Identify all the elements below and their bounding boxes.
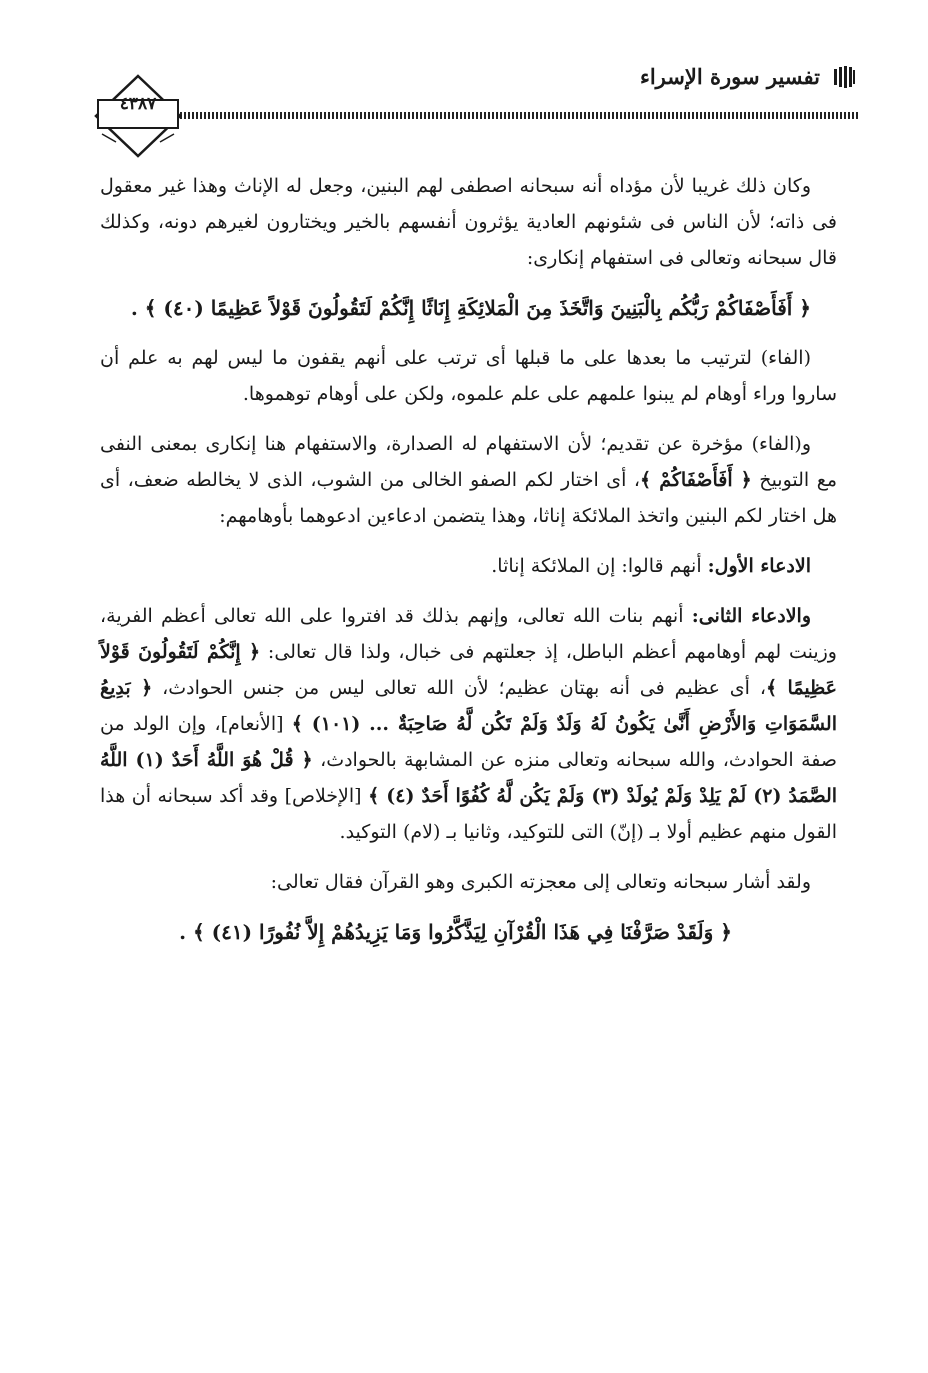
first-claim-text: أنهم قالوا: إن الملائكة إناثا.	[491, 555, 708, 577]
paragraph-6-quote-a: ﴿ إِنَّكُمْ لَتَقُولُونَ قَوْلاً عَظِيمًا ﴾	[100, 641, 837, 699]
paragraph-4-text-a: و(الفاء) مؤخرة عن تقديم؛ لأن الاستفهام له الصدارة، والاستفهام هنا إنكارى بمعنى النفى مع التوبيخ	[100, 433, 837, 491]
ornament-icon	[832, 66, 856, 88]
paragraph-7: ولقد أشار سبحانه وتعالى إلى معجزته الكبرى وهو القرآن فقال تعالى:	[270, 871, 811, 893]
quran-verse-40: ﴿ أَفَأَصْفَاكُمْ رَبُّكُم بِالْبَنِينَ وَاتَّخَذَ مِنَ الْمَلائِكَةِ إِنَاثًا إِنَّكُمْ لَتَقُولُونَ قَوْلاً عَظِيمًا (٤٠) ﴾ .	[130, 296, 811, 320]
paragraph-6-text-d: [الإخلاص] وقد أكد سبحانه أن هذا القول منهم عظيم أولا بـ (إنّ) التى للتوكيد، وثانيا بـ (لام) التوكيد.	[100, 785, 837, 843]
page-number-badge-icon	[92, 72, 184, 162]
header-rule	[176, 112, 860, 119]
paragraph-6-text-b: ، أى عظيم فى أنه بهتان عظيم؛ لأن الله تعالى ليس من جنس الحوادث،	[152, 677, 766, 699]
page-header	[92, 58, 862, 158]
paragraph-3: (الفاء) لترتيب ما بعدها على ما قبلها أى ترتب على أنهم يقفون ما ليس لهم به علم أن ساروا وراء أوهام لم يبنوا علمهم على علم علموه، ولكن على أوهام توهموها.	[100, 347, 837, 405]
paragraph-6-text-a: أنهم بنات الله تعالى، وإنهم بذلك قد افتروا على الله تعالى أعظم الفرية، وزينت لهم أوهامهم أعظم الباطل، إذ جعلتهم فى خبال، ولذا قال تعالى:	[100, 605, 837, 663]
paragraph-6-quote-b: ﴿ بَدِيعُ السَّمَوَاتِ وَالأَرْضِ أَنَّىٰ يَكُونُ لَهُ وَلَدٌ وَلَمْ تَكُن لَّهُ صَاحِبَةٌ ... (١٠١) ﴾	[100, 677, 837, 735]
paragraph-6-text-c: [الأنعام]، وإن الولد من صفة الحوادث، والله سبحانه وتعالى منزه عن المشابهة بالحوادث،	[100, 713, 838, 771]
paragraph-5	[100, 548, 837, 584]
document-body	[100, 168, 837, 964]
header-title: تفسير سورة الإسراء	[639, 64, 820, 89]
first-claim-label: الادعاء الأول:	[707, 555, 811, 577]
paragraph-4-quote: ﴿ أَفَأَصْفَاكُمْ ﴾	[640, 469, 752, 491]
paragraph-6-quote-c: ﴿ قُلْ هُوَ اللَّهُ أَحَدٌ (١) اللَّهُ الصَّمَدُ (٢) لَمْ يَلِدْ وَلَمْ يُولَدْ (٣) وَلَمْ يَكُن لَّهُ كُفُوًا أَحَدٌ (٤) ﴾	[100, 749, 838, 807]
paragraph-6	[100, 598, 837, 850]
page-number: ٤٣٨٧	[119, 94, 157, 114]
quran-verse-41: ﴿ وَلَقَدْ صَرَّفْنَا فِي هَذَا الْقُرْآنِ لِيَذَّكَّرُوا وَمَا يَزِيدُهُمْ إِلاَّ نُفُورًا (٤١) ﴾ .	[179, 920, 732, 944]
paragraph-4-text-b: ، أى اختار لكم الصفو الخالى من الشوب، الذى لا يخالطه ضعف، أى هل اختار لكم البنين واتخذ الملائكة إناثا، وهذا يتضمن ادعاءين ادعوهما بأوهامهم:	[100, 469, 837, 527]
second-claim-label: والادعاء الثانى:	[691, 605, 812, 627]
paragraph-1: وكان ذلك غريبا لأن مؤداه أنه سبحانه اصطفى لهم البنين، وجعل له الإناث وهذا غير معقول فى ذاته؛ لأن الناس فى شئونهم العادية يؤثرون أنفسهم بالخير ويختارون لغيرهم دونه، وكذلك قال سبحانه وتعالى فى استفهام إنكارى:	[100, 175, 837, 269]
paragraph-4	[100, 426, 837, 534]
